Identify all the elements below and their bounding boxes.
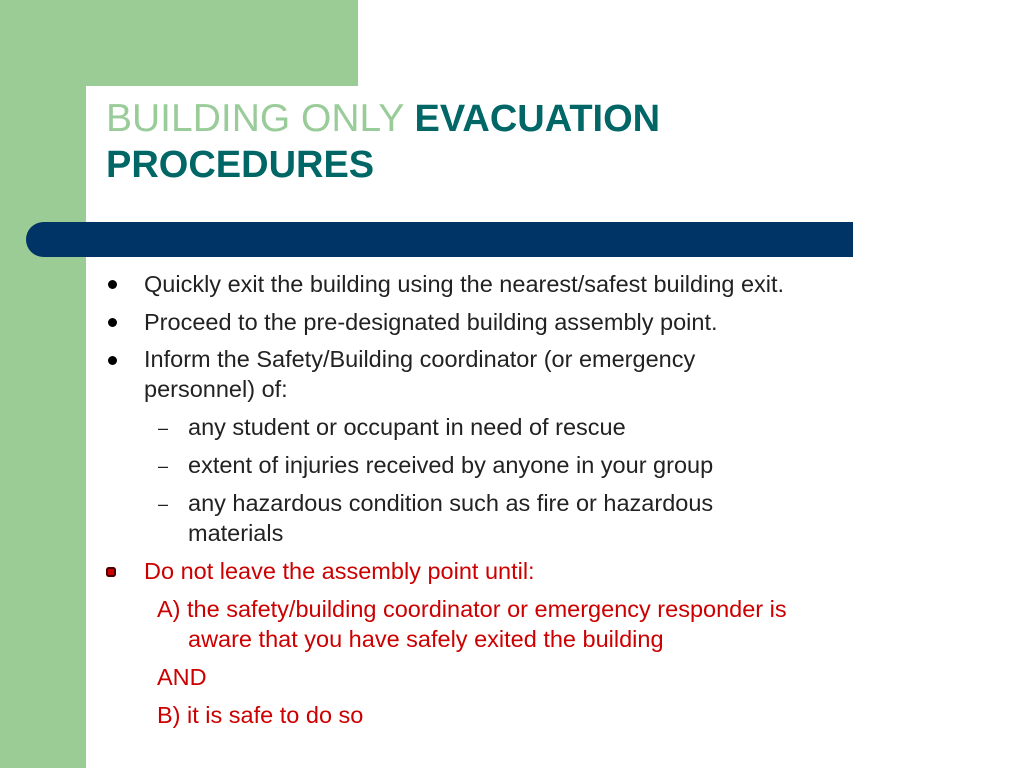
sub-item-hazard-line1: any hazardous condition such as fire or hazardous xyxy=(188,490,714,516)
warning-condition-a-line1: A) the safety/building coordinator or emergency responder is xyxy=(157,596,787,622)
sub-item-rescue: any student or occupant in need of rescue xyxy=(188,414,626,440)
sub-item-injuries: extent of injuries received by anyone in your group xyxy=(188,452,714,478)
bullet-item-inform-line1: Inform the Safety/Building coordinator (or emergency xyxy=(144,346,696,372)
title-procedures: PROCEDURES xyxy=(106,144,375,187)
dash-bullet-icon: – xyxy=(158,418,169,438)
bullet-item-exit: Quickly exit the building using the nearest/safest building exit. xyxy=(144,271,785,297)
bullet-item-inform-line2: personnel) of: xyxy=(144,376,288,402)
bullet-dot-icon xyxy=(108,356,117,365)
bullet-dot-icon xyxy=(108,318,117,327)
dash-bullet-icon: – xyxy=(158,494,169,514)
bullet-item-proceed: Proceed to the pre-designated building assembly point. xyxy=(144,309,718,335)
warning-heading: Do not leave the assembly point until: xyxy=(144,558,535,584)
bullet-dot-icon xyxy=(108,280,117,289)
warning-condition-b: B) it is safe to do so xyxy=(157,702,364,728)
dash-bullet-icon: – xyxy=(158,456,169,476)
sub-item-hazard-line2: materials xyxy=(188,520,284,546)
warning-and: AND xyxy=(157,664,207,690)
warning-bullet-icon xyxy=(106,567,116,577)
title-building-only: BUILDING ONLY xyxy=(106,97,404,140)
title-evacuation: EVACUATION xyxy=(414,98,661,140)
warning-condition-a-line2: aware that you have safely exited the building xyxy=(188,626,664,652)
